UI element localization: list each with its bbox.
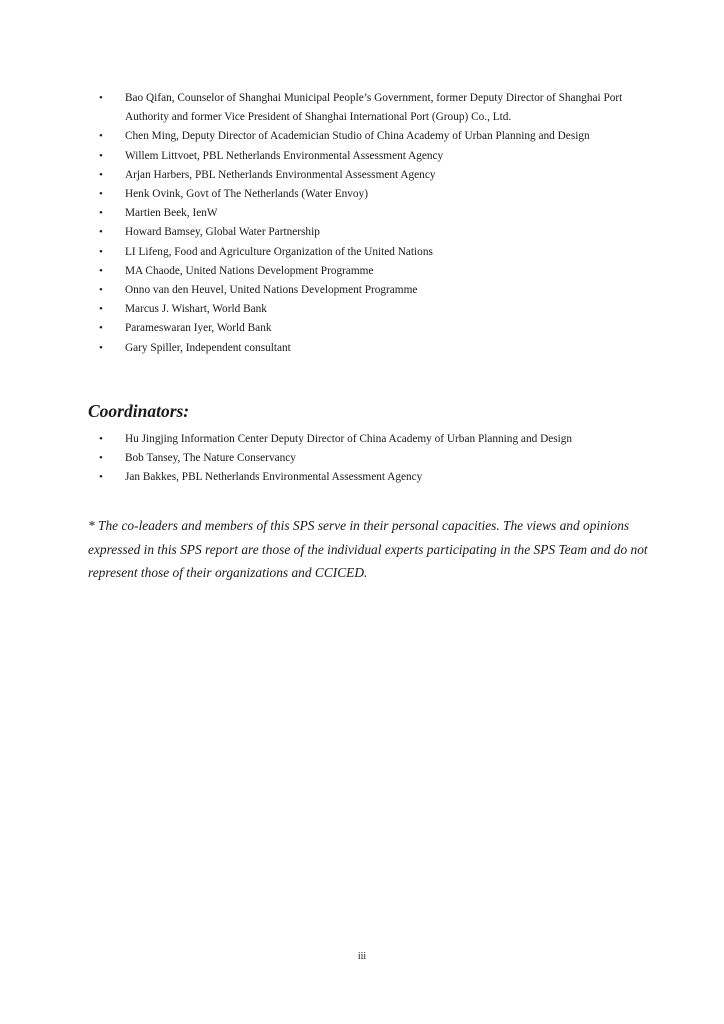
bullet-icon: • [99,303,103,316]
bullet-icon: • [99,168,103,181]
disclaimer-note: * The co-leaders and members of this SPS serve in their personal capacities. The views and opinions expressed in this SPS report are those of the individual experts participating in the SPS Team and do not represent those of their organizations and CCICED. [88,518,648,580]
list-item [0,223,724,242]
member-text: Henk Ovink, Govt of The Netherlands (Water Envoy) [125,188,368,201]
bullet-icon: • [99,452,103,465]
member-text: MA Chaode, United Nations Development Programme [125,264,374,277]
bullet-icon: • [99,226,103,239]
member-text: Howard Bamsey, Global Water Partnership [125,226,320,239]
list-item [0,449,724,468]
members-list [0,89,724,358]
list-item [0,127,724,146]
list-item [0,185,724,204]
bullet-icon: • [99,92,103,104]
bullet-icon: • [99,149,103,162]
bullet-icon: • [99,130,103,143]
coordinator-text: Jan Bakkes, PBL Netherlands Environmental Assessment Agency [125,471,423,484]
coordinators-heading: Coordinators: [88,401,190,421]
bullet-icon: • [99,207,103,220]
list-item [0,89,724,127]
bullet-icon: • [99,341,103,354]
page-number: iii [357,951,367,962]
list-item [0,468,724,487]
member-text: Gary Spiller, Independent consultant [125,341,291,354]
member-text: LI Lifeng, Food and Agriculture Organization of the United Nations [125,245,433,258]
coordinator-text: Hu Jingjing Information Center Deputy Director of China Academy of Urban Planning and Design [125,433,573,445]
list-item [0,281,724,300]
list-item [0,339,724,358]
member-text: Martien Beek, IenW [125,207,218,220]
bullet-icon: • [99,264,103,277]
list-item [0,166,724,185]
list-item [0,243,724,262]
bullet-icon: • [99,433,103,445]
list-item [0,300,724,319]
member-text: Onno van den Heuvel, United Nations Development Programme [125,284,418,297]
list-item [0,204,724,223]
coordinator-text: Bob Tansey, The Nature Conservancy [125,452,296,465]
member-text: Marcus J. Wishart, World Bank [125,303,267,316]
list-item [0,319,724,338]
member-text: Arjan Harbers, PBL Netherlands Environmental Assessment Agency [125,168,436,181]
member-text: Willem Littvoet, PBL Netherlands Environmental Assessment Agency [125,149,444,162]
list-item [0,262,724,281]
list-item [0,430,724,449]
member-text: Chen Ming, Deputy Director of Academician Studio of China Academy of Urban Planning and Design [125,130,590,143]
bullet-icon: • [99,471,103,484]
bullet-icon: • [99,188,103,201]
bullet-icon: • [99,322,103,335]
member-text: Parameswaran Iyer, World Bank [125,322,272,335]
list-item [0,147,724,166]
member-text: Bao Qifan, Counselor of Shanghai Municipal People’s Government, former Deputy Director of Shanghai Port Authority and former Vice President of Shanghai International Port (Group) Co., Ltd. [125,92,623,124]
bullet-icon: • [99,245,103,258]
bullet-icon: • [99,284,103,297]
coordinators-list [0,430,724,488]
